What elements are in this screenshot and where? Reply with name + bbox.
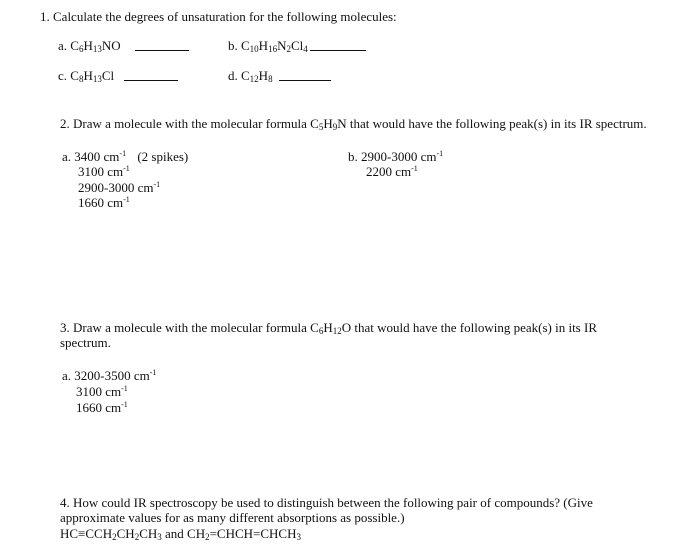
q1-number: 1. <box>40 9 50 24</box>
q3-a-peak: 3100 $cm^{-1}$ <box>76 384 128 399</box>
q4-compound-1: $HC\equiv CCH_2CH_2CH_3$ <box>60 526 162 542</box>
q1-c-formula: $C_8H_{13}Cl$ <box>70 68 115 84</box>
q2-a-peak: 3100 $cm^{-1}$ <box>78 164 130 179</box>
q1-d-answer-blank[interactable] <box>279 80 331 81</box>
q2-a-first-peak: a. 3400 $cm^{-1}$ (2 spikes) <box>62 149 189 164</box>
q1-d-formula: $C_{12}H_8$ <box>241 68 273 84</box>
q1-item-d: d. $C_{12}H_8$ <box>228 68 331 83</box>
q2-b-peak: 2200 $cm^{-1}$ <box>366 164 418 179</box>
q3-a-peak: 1660 $cm^{-1}$ <box>76 400 128 415</box>
q1-item-a: a. $C_6H_{13}NO$ <box>58 38 189 53</box>
q3-prompt: 3. Draw a molecule with the molecular formula $C_6H_{12}O$ that would have the following peak(s) in its IR spectrum. <box>60 320 597 350</box>
q4-compounds: $HC\equiv CCH_2CH_2CH_3$ and $CH_2=CHCH=CHCH_3$ <box>60 526 301 542</box>
q1-b-formula: $C_{10}H_{16}N_2Cl_4$ <box>241 38 308 54</box>
q4-compound-2: $CH_2=CHCH=CHCH_3$ <box>187 526 301 542</box>
q3-a-peak: a. 3200-3500 $cm^{-1}$ <box>62 368 157 383</box>
q2-formula: $C_5H_9N$ <box>310 116 347 132</box>
q1-item-b: b. $C_{10}H_{16}N_2Cl_4$ <box>228 38 366 53</box>
q3-formula: $C_6H_{12}O$ <box>310 320 352 336</box>
q1-text: Calculate the degrees of unsaturation for the following molecules: <box>53 9 397 24</box>
q1-item-c: c. $C_8H_{13}Cl$ <box>58 68 178 83</box>
q2-a-peak: 2900-3000 $cm^{-1}$ <box>78 180 161 195</box>
q1-prompt <box>40 9 397 24</box>
q2-a-peak: 1660 $cm^{-1}$ <box>78 195 130 210</box>
q1-c-answer-blank[interactable] <box>124 80 178 81</box>
q1-a-answer-blank[interactable] <box>135 50 189 51</box>
q2-a-note: (2 spikes) <box>137 149 189 164</box>
q1-b-answer-blank[interactable] <box>310 50 366 51</box>
q2-b-peak: b. 2900-3000 $cm^{-1}$ <box>348 149 444 164</box>
q2-prompt: 2. Draw a molecule with the molecular formula $C_5H_9N$ that would have the following peak(s) in its IR spectrum. <box>60 116 647 132</box>
q1-a-formula: $C_6H_{13}NO$ <box>70 38 121 54</box>
q4-prompt: 4. How could IR spectroscopy be used to distinguish between the following pair of compounds? (Give approximate values for as many different absorptions as possible.) <box>60 495 593 525</box>
